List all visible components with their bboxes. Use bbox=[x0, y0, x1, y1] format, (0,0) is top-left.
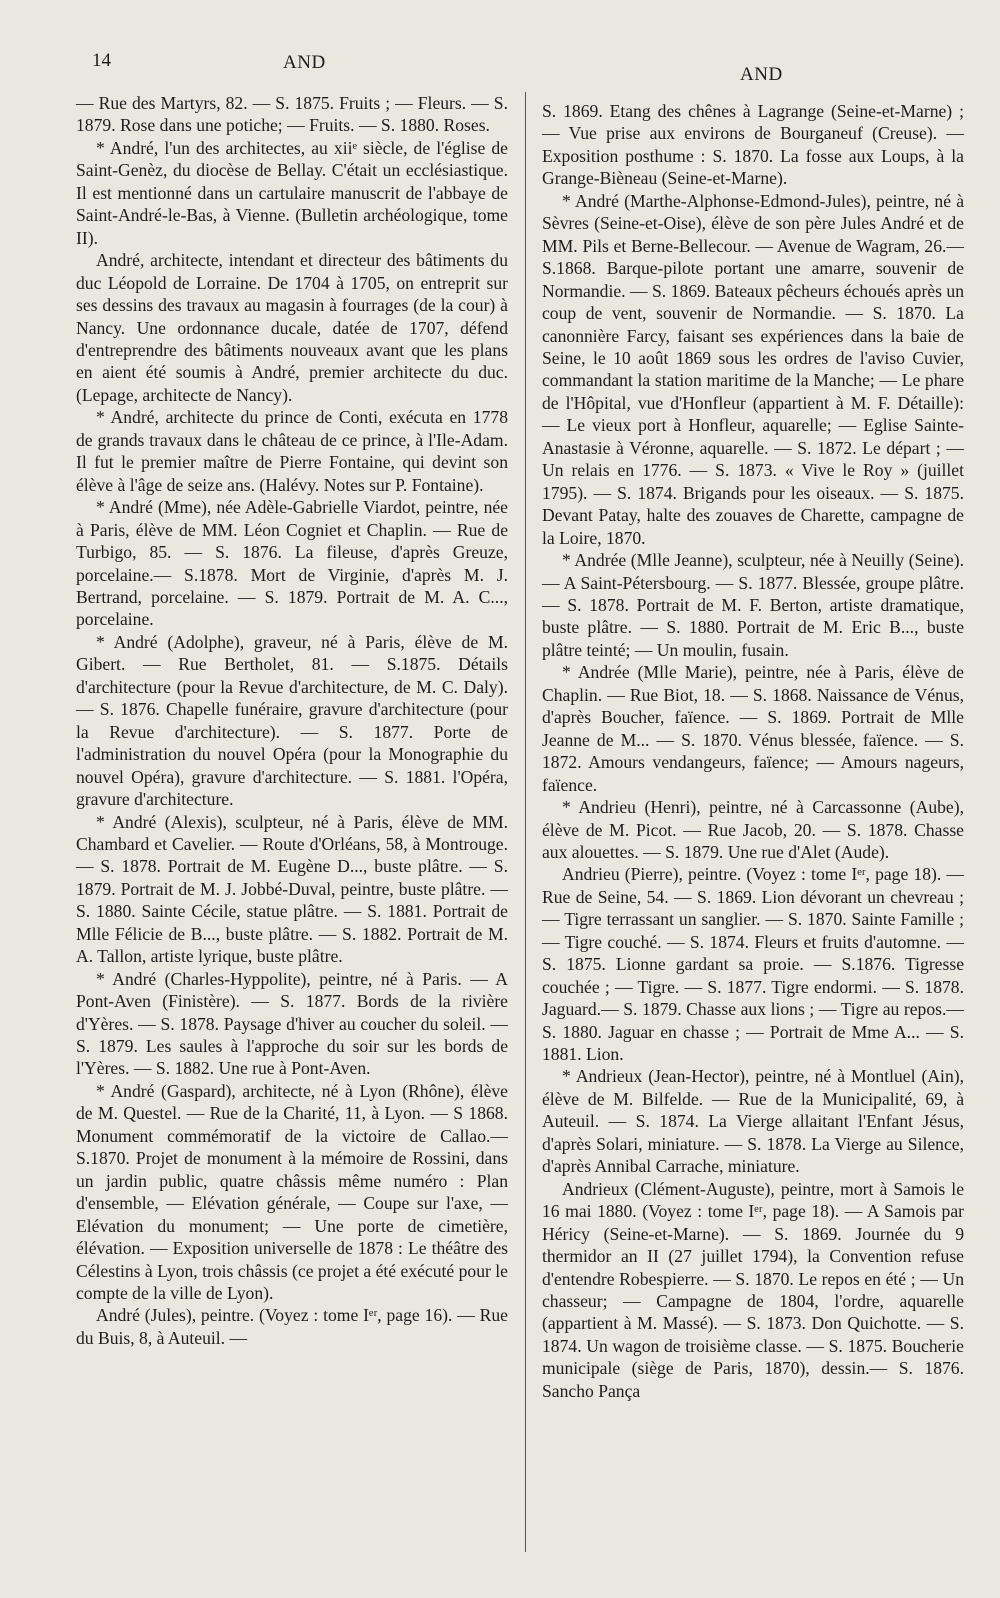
entry-paragraph: * Andrée (Mlle Jeanne), sculpteur, née à Neuilly (Seine). — A Saint-Pétersbourg. — S. 1877. Blessée, groupe plâtre. — S. 1878. Portrait de M. F. Berton, artiste dramatique, buste plâtre. — S. 1880. Portrait de M. Eric B..., buste plâtre teinté; — Un moulin, fusain. bbox=[542, 550, 964, 660]
right-column bbox=[542, 100, 964, 1402]
entry-paragraph: S. 1869. Etang des chênes à Lagrange (Seine-et-Marne) ; — Vue prise aux environs de Bourganeuf (Creuse). — Exposition posthume : S. 1870. La fosse aux Loups, à la Grange-Bièneau (Seine-et-Marne). bbox=[542, 101, 964, 189]
entry-paragraph: * André (Charles-Hyppolite), peintre, né à Paris. — A Pont-Aven (Finistère). — S. 1877. Bords de la rivière d'Yères. — S. 1878. Paysage d'hiver au coucher du soleil. — S. 1879. Les saules à l'approche du soir sur les bords de l'Yères. — S. 1882. Une rue à Pont-Aven. bbox=[76, 968, 508, 1079]
entry-paragraph: Andrieux (Clément-Auguste), peintre, mort à Samois le 16 mai 1880. (Voyez : tome Iᵉʳ, page 18). — A Samois par Héricy (Seine-et-Marne). — S. 1869. Journée du 9 thermidor an II (27 juillet 1794), la Convention refuse d'entendre Robespierre. — S. 1870. Le repos en été ; — Un chasseur; — Campagne de 1804, l'ordre, aquarelle (appartient à M. Massé). — S. 1873. Don Quichotte. — S. 1874. Un wagon de troisième classe. — S. 1875. Boucherie municipale (siège de Paris, 1870), dessin.— S. 1876. Sancho Pança bbox=[542, 1178, 964, 1401]
running-header-right: AND bbox=[740, 64, 783, 85]
entry-paragraph: * André (Mme), née Adèle-Gabrielle Viardot, peintre, née à Paris, élève de MM. Léon Cogniet et Chaplin. — Rue de Turbigo, 85. — S. 1876. La fileuse, d'après Greuze, porcelaine.— S.1878. Mort de Virginie, d'après M. J. Bertrand, porcelaine. — S. 1879. Portrait de M. A. C..., porcelaine. bbox=[76, 497, 508, 630]
entry-paragraph: * André, l'un des architectes, au xiiᵉ siècle, de l'église de Saint-Genèz, du diocèse de Bellay. C'était un ecclésiastique. Il est mentionné dans un cartulaire manuscrit de l'abbaye de Saint-André-le-Bas, à Vienne. (Bulletin archéologique, tome II). bbox=[76, 137, 508, 248]
entry-paragraph: * André (Alexis), sculpteur, né à Paris, élève de MM. Chambard et Cavelier. — Route d'Orléans, 58, à Montrouge. — S. 1878. Portrait de M. Eugène D..., buste plâtre. — S. 1879. Portrait de M. J. Jobbé-Duval, peintre, buste plâtre. — S. 1880. Sainte Cécile, statue plâtre. — S. 1881. Portrait de Mlle Félicie de B..., buste plâtre. — S. 1882. Portrait de M. A. Tallon, artiste lyrique, buste plâtre. bbox=[76, 811, 508, 967]
page-number: 14 bbox=[92, 50, 111, 71]
running-header-left: AND bbox=[283, 52, 326, 73]
entry-paragraph: * André (Gaspard), architecte, né à Lyon (Rhône), élève de M. Questel. — Rue de la Charité, 11, à Lyon. — S 1868. Monument commémoratif de la victoire de Callao.— S.1870. Projet de monument à la mémoire de Rossini, dans un jardin public, quatre châssis même numéro : Plan d'ensemble, — Elévation générale, — Coupe sur l'axe, — Elévation du monument; — Une porte de cimetière, élévation. — Exposition universelle de 1878 : Le théâtre des Célestins à Lyon, trois châssis (ce projet a été exécuté pour le compte de la ville de Lyon). bbox=[76, 1080, 508, 1304]
entry-paragraph: * Andrieu (Henri), peintre, né à Carcassonne (Aube), élève de M. Picot. — Rue Jacob, 20. — S. 1878. Chasse aux alouettes. — S. 1879. Une rue d'Alet (Aude). bbox=[542, 797, 964, 862]
entry-paragraph: * Andrieux (Jean-Hector), peintre, né à Montluel (Ain), élève de M. Bilfelde. — Rue de la Municipalité, 69, à Auteuil. — S. 1874. La Vierge allaitant l'Enfant Jésus, d'après Solari, miniature. — S. 1878. La Vierge au Silence, d'après Annibal Carrache, miniature. bbox=[542, 1066, 964, 1177]
left-column bbox=[76, 92, 508, 1349]
entry-paragraph: * Andrée (Mlle Marie), peintre, née à Paris, élève de Chaplin. — Rue Biot, 18. — S. 1868. Naissance de Vénus, d'après Boucher, faïence. — S. 1869. Portrait de Mlle Jeanne de M... — S. 1870. Vénus blessée, faïence. — S. 1872. Amours vendangeurs, faïence; — Amours nageurs, faïence. bbox=[542, 662, 964, 795]
entry-paragraph: André (Jules), peintre. (Voyez : tome Iᵉʳ, page 16). — Rue du Buis, 8, à Auteuil. — bbox=[76, 1305, 508, 1348]
entry-paragraph: — Rue des Martyrs, 82. — S. 1875. Fruits ; — Fleurs. — S. 1879. Rose dans une potiche; — Fruits. — S. 1880. Roses. bbox=[76, 93, 508, 136]
entry-paragraph: * André, architecte du prince de Conti, exécuta en 1778 de grands travaux dans le château de ce prince, à l'Ile-Adam. Il fut le premier maître de Pierre Fontaine, qui devint son élève à l'âge de seize ans. (Halévy. Notes sur P. Fontaine). bbox=[76, 407, 508, 495]
column-divider bbox=[525, 92, 526, 1552]
entry-paragraph: Andrieu (Pierre), peintre. (Voyez : tome Iᵉʳ, page 18). — Rue de Seine, 54. — S. 1869. Lion dévorant un chevreau ; — Tigre terrassant un sanglier. — S. 1870. Sainte Famille ; — Tigre couché. — S. 1874. Fleurs et fruits d'automne. — S. 1875. Lionne gardant sa proie. — S.1876. Tigresse couchée ; — Tigre. — S. 1877. Tigre endormi. — S. 1878. Jaguard.— S. 1879. Chasse aux lions ; — Tigre au repos.— S. 1880. Jaguar en chasse ; — Portrait de Mme A... — S. 1881. Lion. bbox=[542, 864, 964, 1065]
entry-paragraph: * André (Marthe-Alphonse-Edmond-Jules), peintre, né à Sèvres (Seine-et-Oise), élève de son père Jules André et de MM. Pils et Berne-Bellecour. — Avenue de Wagram, 26.— S.1868. Barque-pilote portant une amarre, souvenir de Normandie. — S. 1869. Bateaux pêcheurs échoués après un coup de vent, souvenir de Normandie. — S. 1870. La canonnière Farcy, faisant ses expériences dans la baie de Seine, le 10 août 1869 sous les ordres de l'aviso Cuvier, commandant la station maritime de la Manche; — Le phare de l'Hôpital, vue d'Honfleur (appartient à M. F. Détaille): — Le vieux port à Honfleur, aquarelle; — Eglise Sainte-Anastasie à Véronne, aquarelle. — S. 1872. Le départ ; — Un relais en 1776. — S. 1873. « Vive le Roy » (juillet 1795). — S. 1874. Brigands pour les oiseaux. — S. 1875. Devant Patay, halte des zouaves de Charette, campagne de la Loire, 1870. bbox=[542, 190, 964, 548]
entry-paragraph: * André (Adolphe), graveur, né à Paris, élève de M. Gibert. — Rue Bertholet, 81. — S.1875. Détails d'architecture (pour la Revue d'architecture, de M. C. Daly). — S. 1876. Chapelle funéraire, gravure d'architecture (pour la Revue d'architecture). — S. 1877. Porte de l'administration du nouvel Opéra (pour la Monographie du nouvel Opéra), gravure d'architecture. — S. 1881. l'Opéra, gravure d'architecture. bbox=[76, 631, 508, 810]
entry-paragraph: André, architecte, intendant et directeur des bâtiments du duc Léopold de Lorraine. De 1704 à 1705, on entreprit sur ses dessins des travaux au magasin à fourrages (de la cour) à Nancy. Une ordonnance ducale, datée de 1707, défend d'entreprendre des bâtiments nouveaux avant que les plans en aient été soumis à André, premier architecte du duc. (Lepage, architecte de Nancy). bbox=[76, 250, 508, 405]
